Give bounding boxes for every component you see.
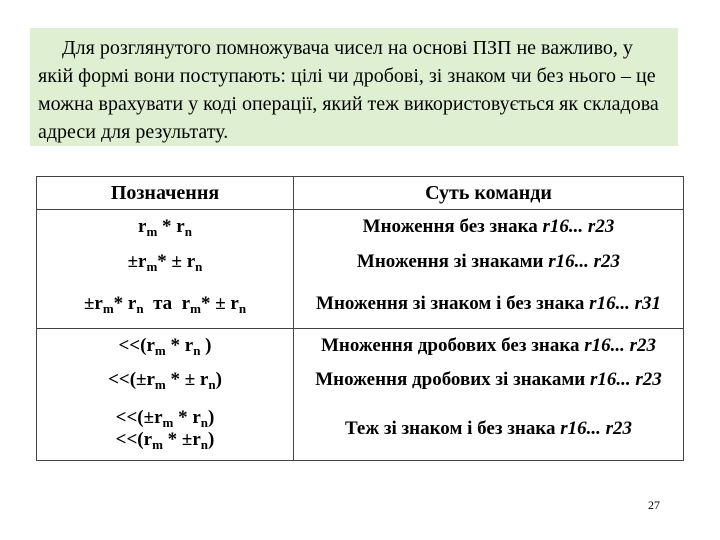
command-table: [36, 176, 684, 461]
subscript: n: [208, 377, 216, 392]
notation-part: <<(r: [118, 334, 155, 356]
notation-part: * r: [157, 215, 185, 237]
subscript: n: [195, 259, 203, 274]
description-cell: [294, 281, 684, 329]
notation-part: * ± r: [157, 251, 196, 272]
page-number: 27: [648, 498, 660, 512]
notation-part: ): [208, 406, 215, 428]
notation-part: ±r: [127, 251, 147, 272]
notation-cell: [37, 281, 294, 329]
register-range: r16... r23: [589, 369, 662, 390]
notation-cell: [37, 210, 294, 244]
subscript: m: [152, 436, 163, 452]
subscript: m: [146, 223, 158, 239]
table-row: [37, 281, 684, 329]
subscript: m: [102, 301, 114, 317]
notation-part: * r: [165, 334, 194, 356]
register-range: r16... r31: [589, 293, 661, 315]
description-text: Множення без знака: [362, 215, 543, 237]
description-cell: [294, 329, 684, 363]
subscript: m: [154, 377, 166, 392]
table-row: [37, 398, 684, 461]
register-range: r16... r23: [548, 251, 621, 272]
description-cell: [294, 363, 684, 398]
table-row: [37, 210, 684, 244]
subscript: m: [162, 414, 174, 430]
register-range: r16... r23: [560, 417, 633, 439]
notation-part: <<(±r: [108, 369, 155, 390]
header-description: Суть команди: [425, 181, 552, 204]
notation-part: * r: [113, 293, 137, 315]
table-row: [37, 244, 684, 281]
notation-part: * r: [173, 406, 201, 428]
notation-part: * ± r: [165, 369, 209, 390]
intro-paragraph: Для розглянутого помножувача чисел на основі ПЗП не важливо, у якій формі вони поступають: цілі чи дробові, зі знаком чи без нього – це можна врахувати у коді операції, який теж використовується як складова адреси для результату.: [38, 37, 659, 143]
register-range: r16... r23: [584, 334, 657, 356]
subscript: m: [154, 342, 166, 358]
subscript: n: [238, 301, 247, 317]
notation-part: <<(r: [115, 428, 153, 450]
notation-cell: [37, 329, 294, 363]
table-row: [37, 363, 684, 398]
subscript: n: [200, 414, 209, 430]
table-row: [37, 329, 684, 363]
notation-part: та r: [143, 293, 191, 315]
subscript: m: [190, 301, 201, 317]
description-text: Множення дробових без знака: [320, 334, 585, 356]
notation-line: [37, 429, 293, 451]
notation-part: ): [208, 428, 215, 450]
description-cell: [294, 398, 684, 461]
notation-line: [37, 407, 293, 429]
subscript: n: [193, 342, 201, 358]
description-text: Теж зі знаком і без знака: [344, 417, 561, 439]
subscript: n: [200, 436, 209, 452]
notation-part: r: [138, 215, 147, 237]
notation-part: <<(±r: [115, 406, 163, 428]
description-text: Множення зі знаками: [356, 251, 549, 272]
notation-cell: [37, 398, 294, 461]
notation-part: ): [200, 334, 212, 356]
table-header-row: [37, 177, 684, 210]
description-cell: [294, 210, 684, 244]
header-notation: Позначення: [37, 177, 294, 210]
notation-cell: [37, 244, 294, 281]
notation-part: * ±r: [162, 428, 201, 450]
notation-part: ±r: [83, 293, 103, 315]
description-text: Множення дробових зі знаками: [315, 369, 590, 390]
description-text: Множення зі знаком і без знака: [316, 293, 590, 315]
subscript: n: [184, 223, 192, 239]
notation-part: ): [215, 369, 222, 390]
notation-cell: [37, 363, 294, 398]
subscript: m: [146, 259, 158, 274]
register-range: r16... r23: [542, 215, 615, 237]
notation-part: * ± r: [200, 293, 239, 315]
subscript: n: [136, 301, 144, 317]
description-cell: [294, 244, 684, 281]
intro-box: [30, 28, 678, 146]
